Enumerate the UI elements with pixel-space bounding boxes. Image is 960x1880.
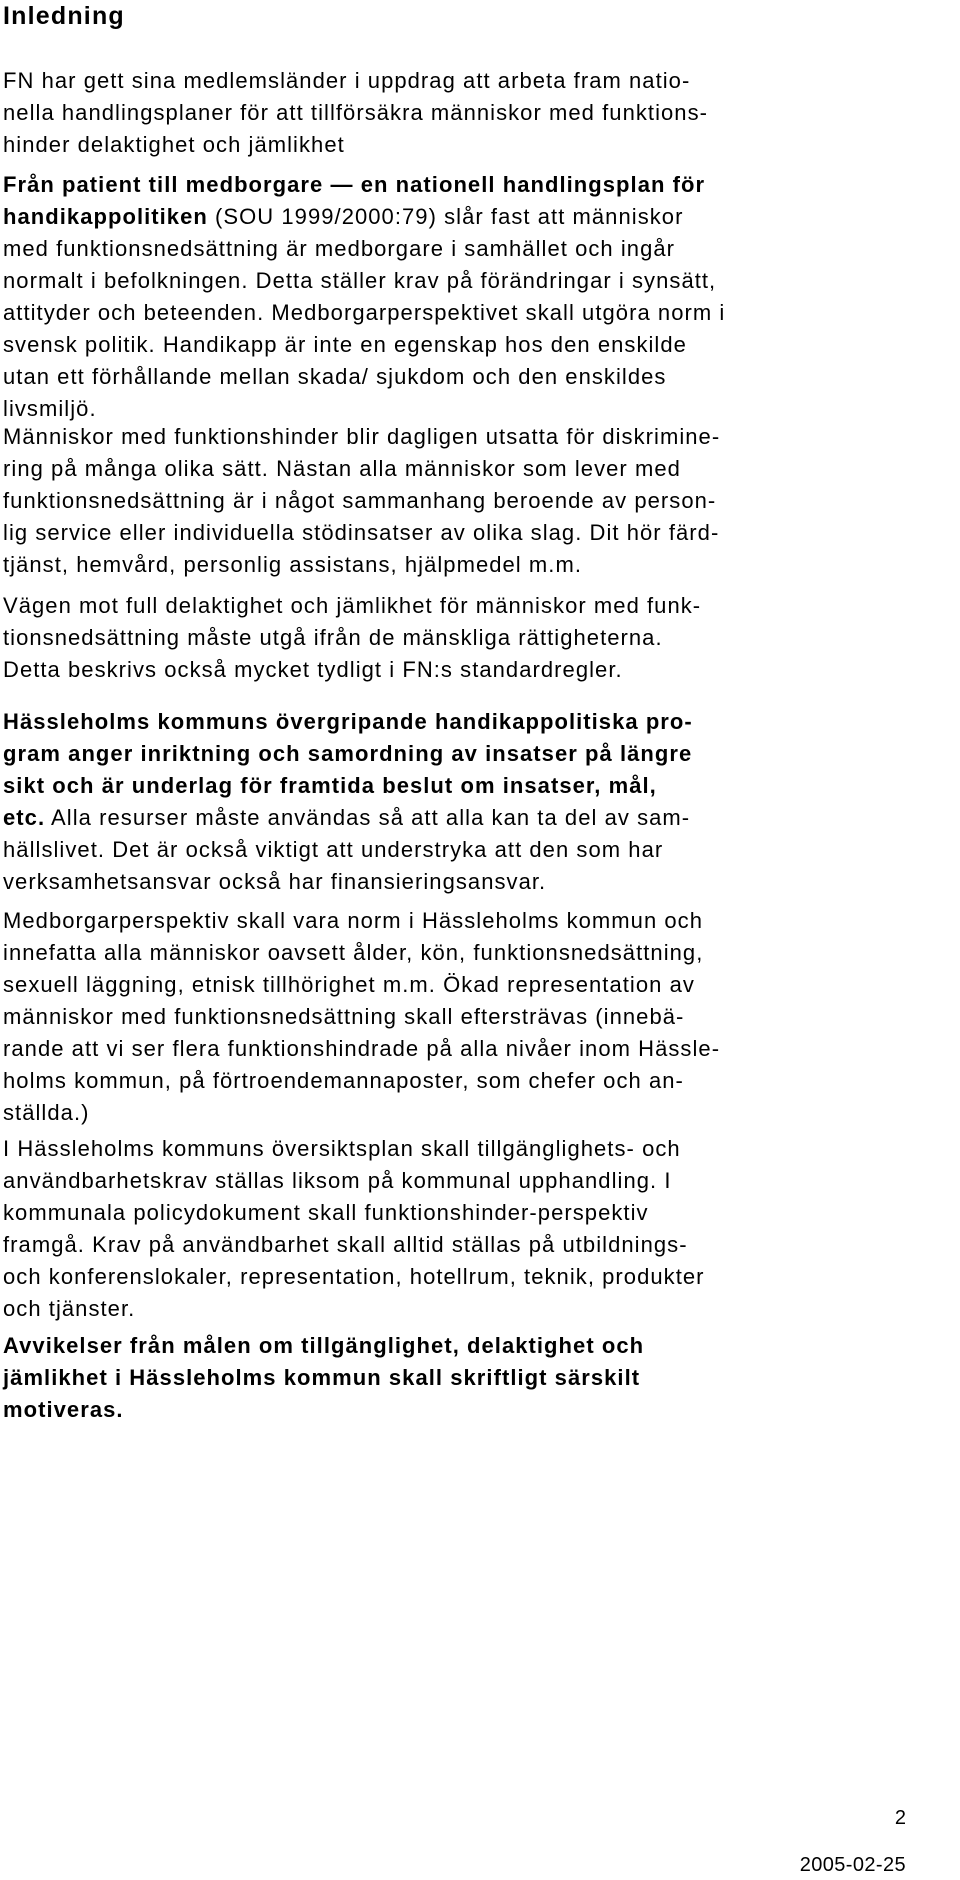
program-details: Alla resurser måste användas så att alla kan ta del av sam- hällslivet. Det är också viktigt att understryka att den som har verksamhetsansvar också har finansieringsansvar. <box>3 805 691 894</box>
report-summary: (SOU 1999/2000:79) slår fast att människor med funktionsnedsättning är medborgare i samhället och ingår normalt i befolkningen. Detta ställer krav på förändringar i synsätt, attityder och beteenden. Medborgarperspektivet skall utgöra norm i svensk politik. Handikapp är inte en egenskap hos den enskilde utan ett förhållande mellan skada/ sjukdom och den enskildes livsmiljö. <box>3 204 726 421</box>
paragraph-human-rights: Vägen mot full delaktighet och jämlikhet för människor med funk- tionsnedsättning måste utgå ifrån de mänskliga rättigheterna. Detta beskrivs också mycket tydligt i FN:s standardregler. <box>3 593 702 682</box>
section-heading: Inledning <box>3 2 125 30</box>
paragraph-municipal-program <box>3 706 943 898</box>
document-date: 2005-02-25 <box>799 1854 906 1876</box>
paragraph-comprehensive-plan: I Hässleholms kommuns översiktsplan skall tillgänglighets- och användbarhetskrav ställas liksom på kommunal upphandling. I kommunala policydokument skall funktionshinder-perspektiv framgå. Krav på användbarhet skall alltid ställas på utbildnings- och konferenslokaler, representation, hotellrum, teknik, produkter och tjänster. <box>3 1136 705 1321</box>
paragraph-deviations: Avvikelser från målen om tillgänglighet, delaktighet och jämlikhet i Hässleholms kommun skall skriftligt särskilt motiveras. <box>3 1333 645 1422</box>
report-title: Från patient till medborgare — en nationell handlingsplan för handikappolitiken <box>3 172 706 229</box>
program-statement: Hässleholms kommuns övergripande handikappolitiska pro- gram anger inriktning och samordning av insatser på längre sikt och är underlag för framtida beslut om insatser, mål, etc. <box>3 709 693 830</box>
paragraph-discrimination: Människor med funktionshinder blir dagligen utsatta för diskrimine- ring på många olika sätt. Nästan alla människor som lever med funktionsnedsättning är i något sammanhang beroende av person- lig service eller individuella stödinsatser av olika slag. Dit hör färd- tjänst, hemvård, personlig assistans, hjälpmedel m.m. <box>3 424 721 577</box>
page-number: 2 <box>894 1807 906 1829</box>
paragraph-citizen-perspective: Medborgarperspektiv skall vara norm i Hässleholms kommun och innefatta alla människor oavsett ålder, kön, funktionsnedsättning, sexuell läggning, etnisk tillhörighet m.m. Ökad representation av människor med funktionsnedsättning skall eftersträvas (innebä- rande att vi ser flera funktionshindrade på alla nivåer inom Hässle- holms kommun, på förtroendemannaposter, som chefer och an- ställda.) <box>3 908 721 1125</box>
paragraph-fn-mandate: FN har gett sina medlemsländer i uppdrag att arbeta fram natio- nella handlingsplaner för att tillförsäkra människor med funktions- hinder delaktighet och jämlikhet <box>3 68 708 157</box>
paragraph-sou-report <box>3 169 943 425</box>
